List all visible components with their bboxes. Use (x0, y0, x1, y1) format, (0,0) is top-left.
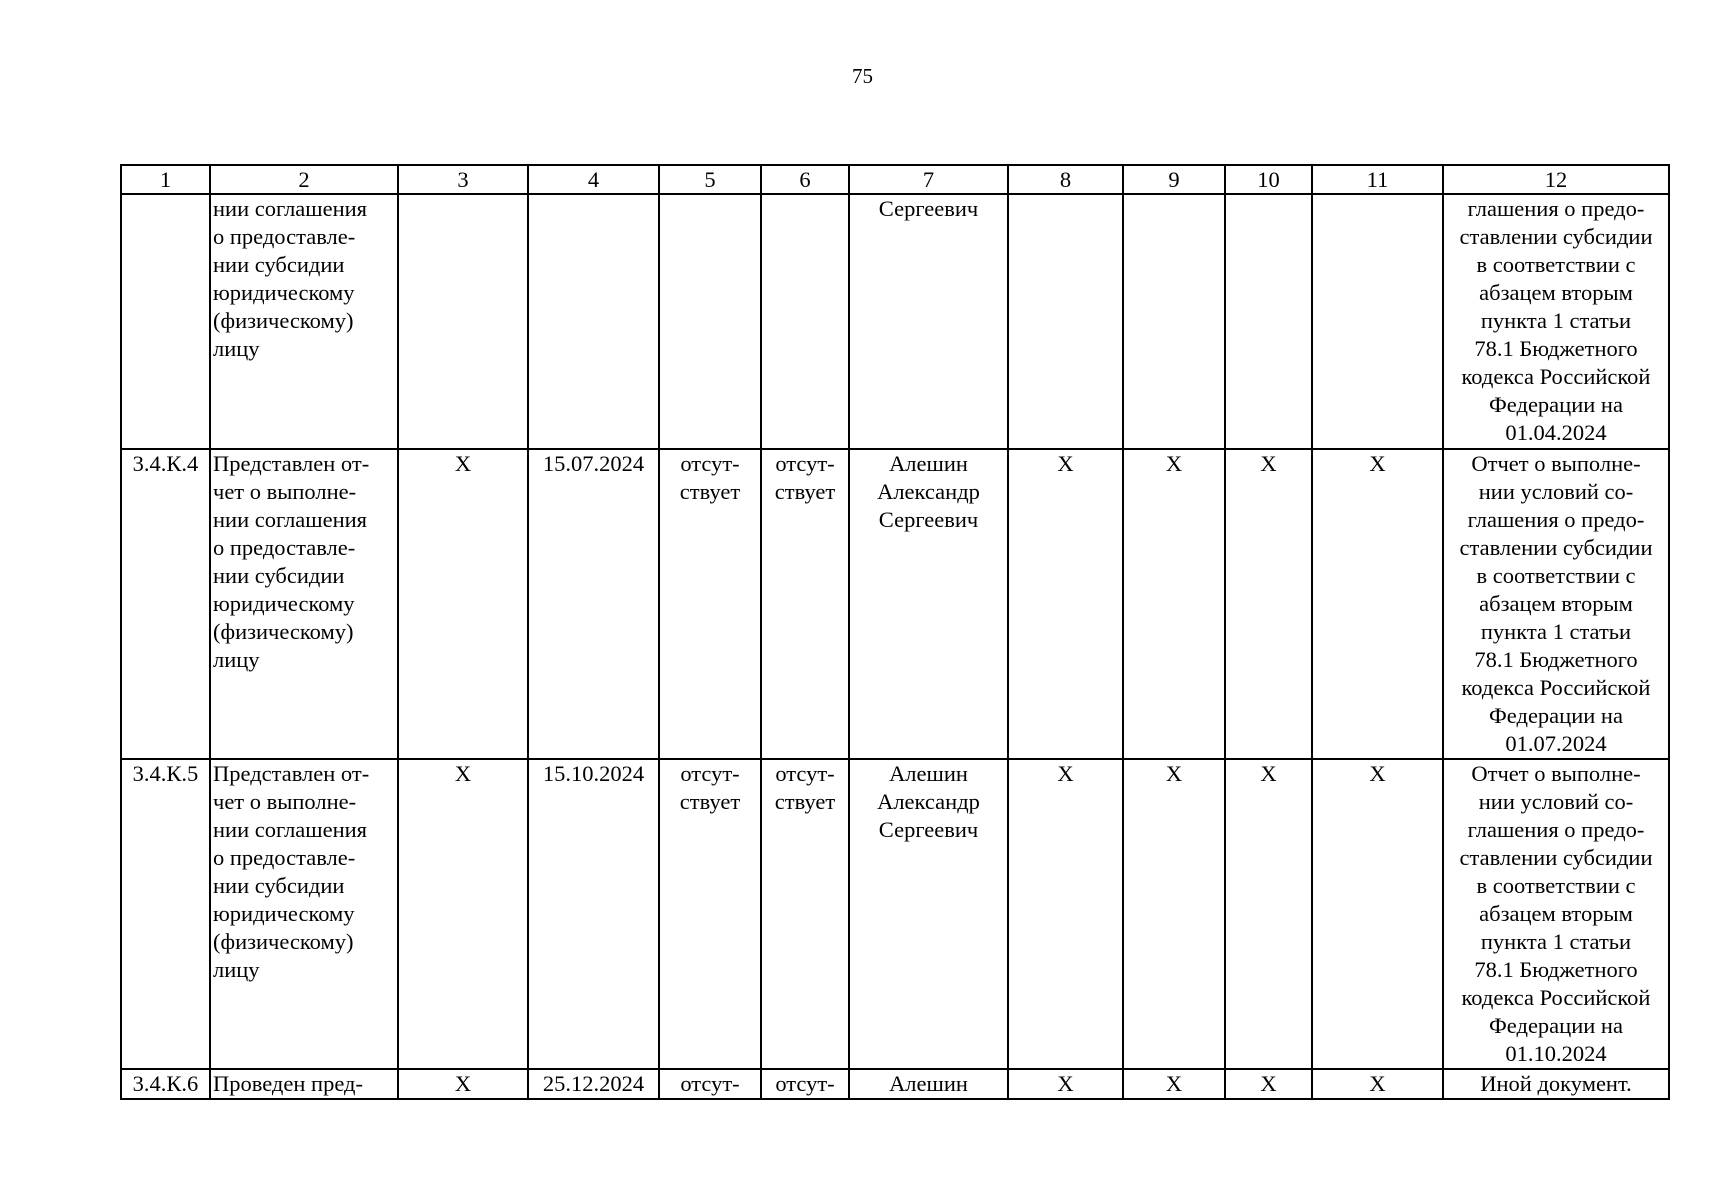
column-header: 1 (121, 165, 210, 194)
cell-document: Иной документ. (1443, 1069, 1669, 1099)
cell-col6: отсут- (761, 1069, 849, 1099)
column-header: 5 (659, 165, 761, 194)
cell-col10: X (1225, 449, 1312, 759)
cell-col10 (1225, 194, 1312, 449)
cell-col8 (1008, 194, 1123, 449)
column-header: 10 (1225, 165, 1312, 194)
cell-col3: X (398, 759, 528, 1069)
cell-date (528, 194, 659, 449)
cell-col9: X (1123, 449, 1225, 759)
cell-number: 3.4.К.4 (121, 449, 210, 759)
cell-col11: X (1312, 759, 1443, 1069)
table-row (121, 449, 1669, 759)
cell-col9: X (1123, 759, 1225, 1069)
column-header: 7 (849, 165, 1008, 194)
cell-col8: X (1008, 759, 1123, 1069)
column-header: 9 (1123, 165, 1225, 194)
cell-name: нии соглашения о предоставле- нии субсидии юридическому (физическому) лицу (210, 194, 398, 449)
cell-col6 (761, 194, 849, 449)
cell-col6: отсут- ствует (761, 759, 849, 1069)
table-row (121, 759, 1669, 1069)
cell-document: Отчет о выполне- нии условий со- глашения о предо- ставлении субсидии в соответствии с абзацем вторым пункта 1 статьи 78.1 Бюджетного кодекса Российской Федерации на 01.10.2024 (1443, 759, 1669, 1069)
cell-col11: X (1312, 449, 1443, 759)
page-number: 75 (852, 64, 873, 88)
cell-col11 (1312, 194, 1443, 449)
cell-date: 15.07.2024 (528, 449, 659, 759)
column-header: 12 (1443, 165, 1669, 194)
cell-responsible: Алешин Александр Сергеевич (849, 759, 1008, 1069)
cell-col10: X (1225, 1069, 1312, 1099)
column-header: 11 (1312, 165, 1443, 194)
cell-col9: X (1123, 1069, 1225, 1099)
table-row (121, 1069, 1669, 1099)
table-row (121, 194, 1669, 449)
cell-col3: X (398, 1069, 528, 1099)
table-header-row (121, 165, 1669, 194)
column-header: 4 (528, 165, 659, 194)
cell-date: 25.12.2024 (528, 1069, 659, 1099)
cell-date: 15.10.2024 (528, 759, 659, 1069)
cell-col10: X (1225, 759, 1312, 1069)
cell-col8: X (1008, 1069, 1123, 1099)
cell-col9 (1123, 194, 1225, 449)
column-header: 2 (210, 165, 398, 194)
cell-document: Отчет о выполне- нии условий со- глашения о предо- ставлении субсидии в соответствии с абзацем вторым пункта 1 статьи 78.1 Бюджетного кодекса Российской Федерации на 01.07.2024 (1443, 449, 1669, 759)
cell-number: 3.4.К.5 (121, 759, 210, 1069)
column-header: 6 (761, 165, 849, 194)
cell-name: Проведен пред- (210, 1069, 398, 1099)
cell-responsible: Алешин (849, 1069, 1008, 1099)
cell-name: Представлен от- чет о выполне- нии соглашения о предоставле- нии субсидии юридическому (физическому) лицу (210, 759, 398, 1069)
cell-col3 (398, 194, 528, 449)
cell-col8: X (1008, 449, 1123, 759)
cell-number: 3.4.К.6 (121, 1069, 210, 1099)
cell-col5: отсут- (659, 1069, 761, 1099)
control-points-table (120, 164, 1670, 1100)
cell-responsible: Сергеевич (849, 194, 1008, 449)
cell-col11: X (1312, 1069, 1443, 1099)
column-header: 3 (398, 165, 528, 194)
cell-col5: отсут- ствует (659, 759, 761, 1069)
cell-col6: отсут- ствует (761, 449, 849, 759)
cell-name: Представлен от- чет о выполне- нии соглашения о предоставле- нии субсидии юридическому (физическому) лицу (210, 449, 398, 759)
column-header: 8 (1008, 165, 1123, 194)
cell-responsible: Алешин Александр Сергеевич (849, 449, 1008, 759)
cell-col5: отсут- ствует (659, 449, 761, 759)
cell-number (121, 194, 210, 449)
cell-col5 (659, 194, 761, 449)
cell-col3: X (398, 449, 528, 759)
cell-document: глашения о предо- ставлении субсидии в соответствии с абзацем вторым пункта 1 статьи 78.1 Бюджетного кодекса Российской Федерации на 01.04.2024 (1443, 194, 1669, 449)
